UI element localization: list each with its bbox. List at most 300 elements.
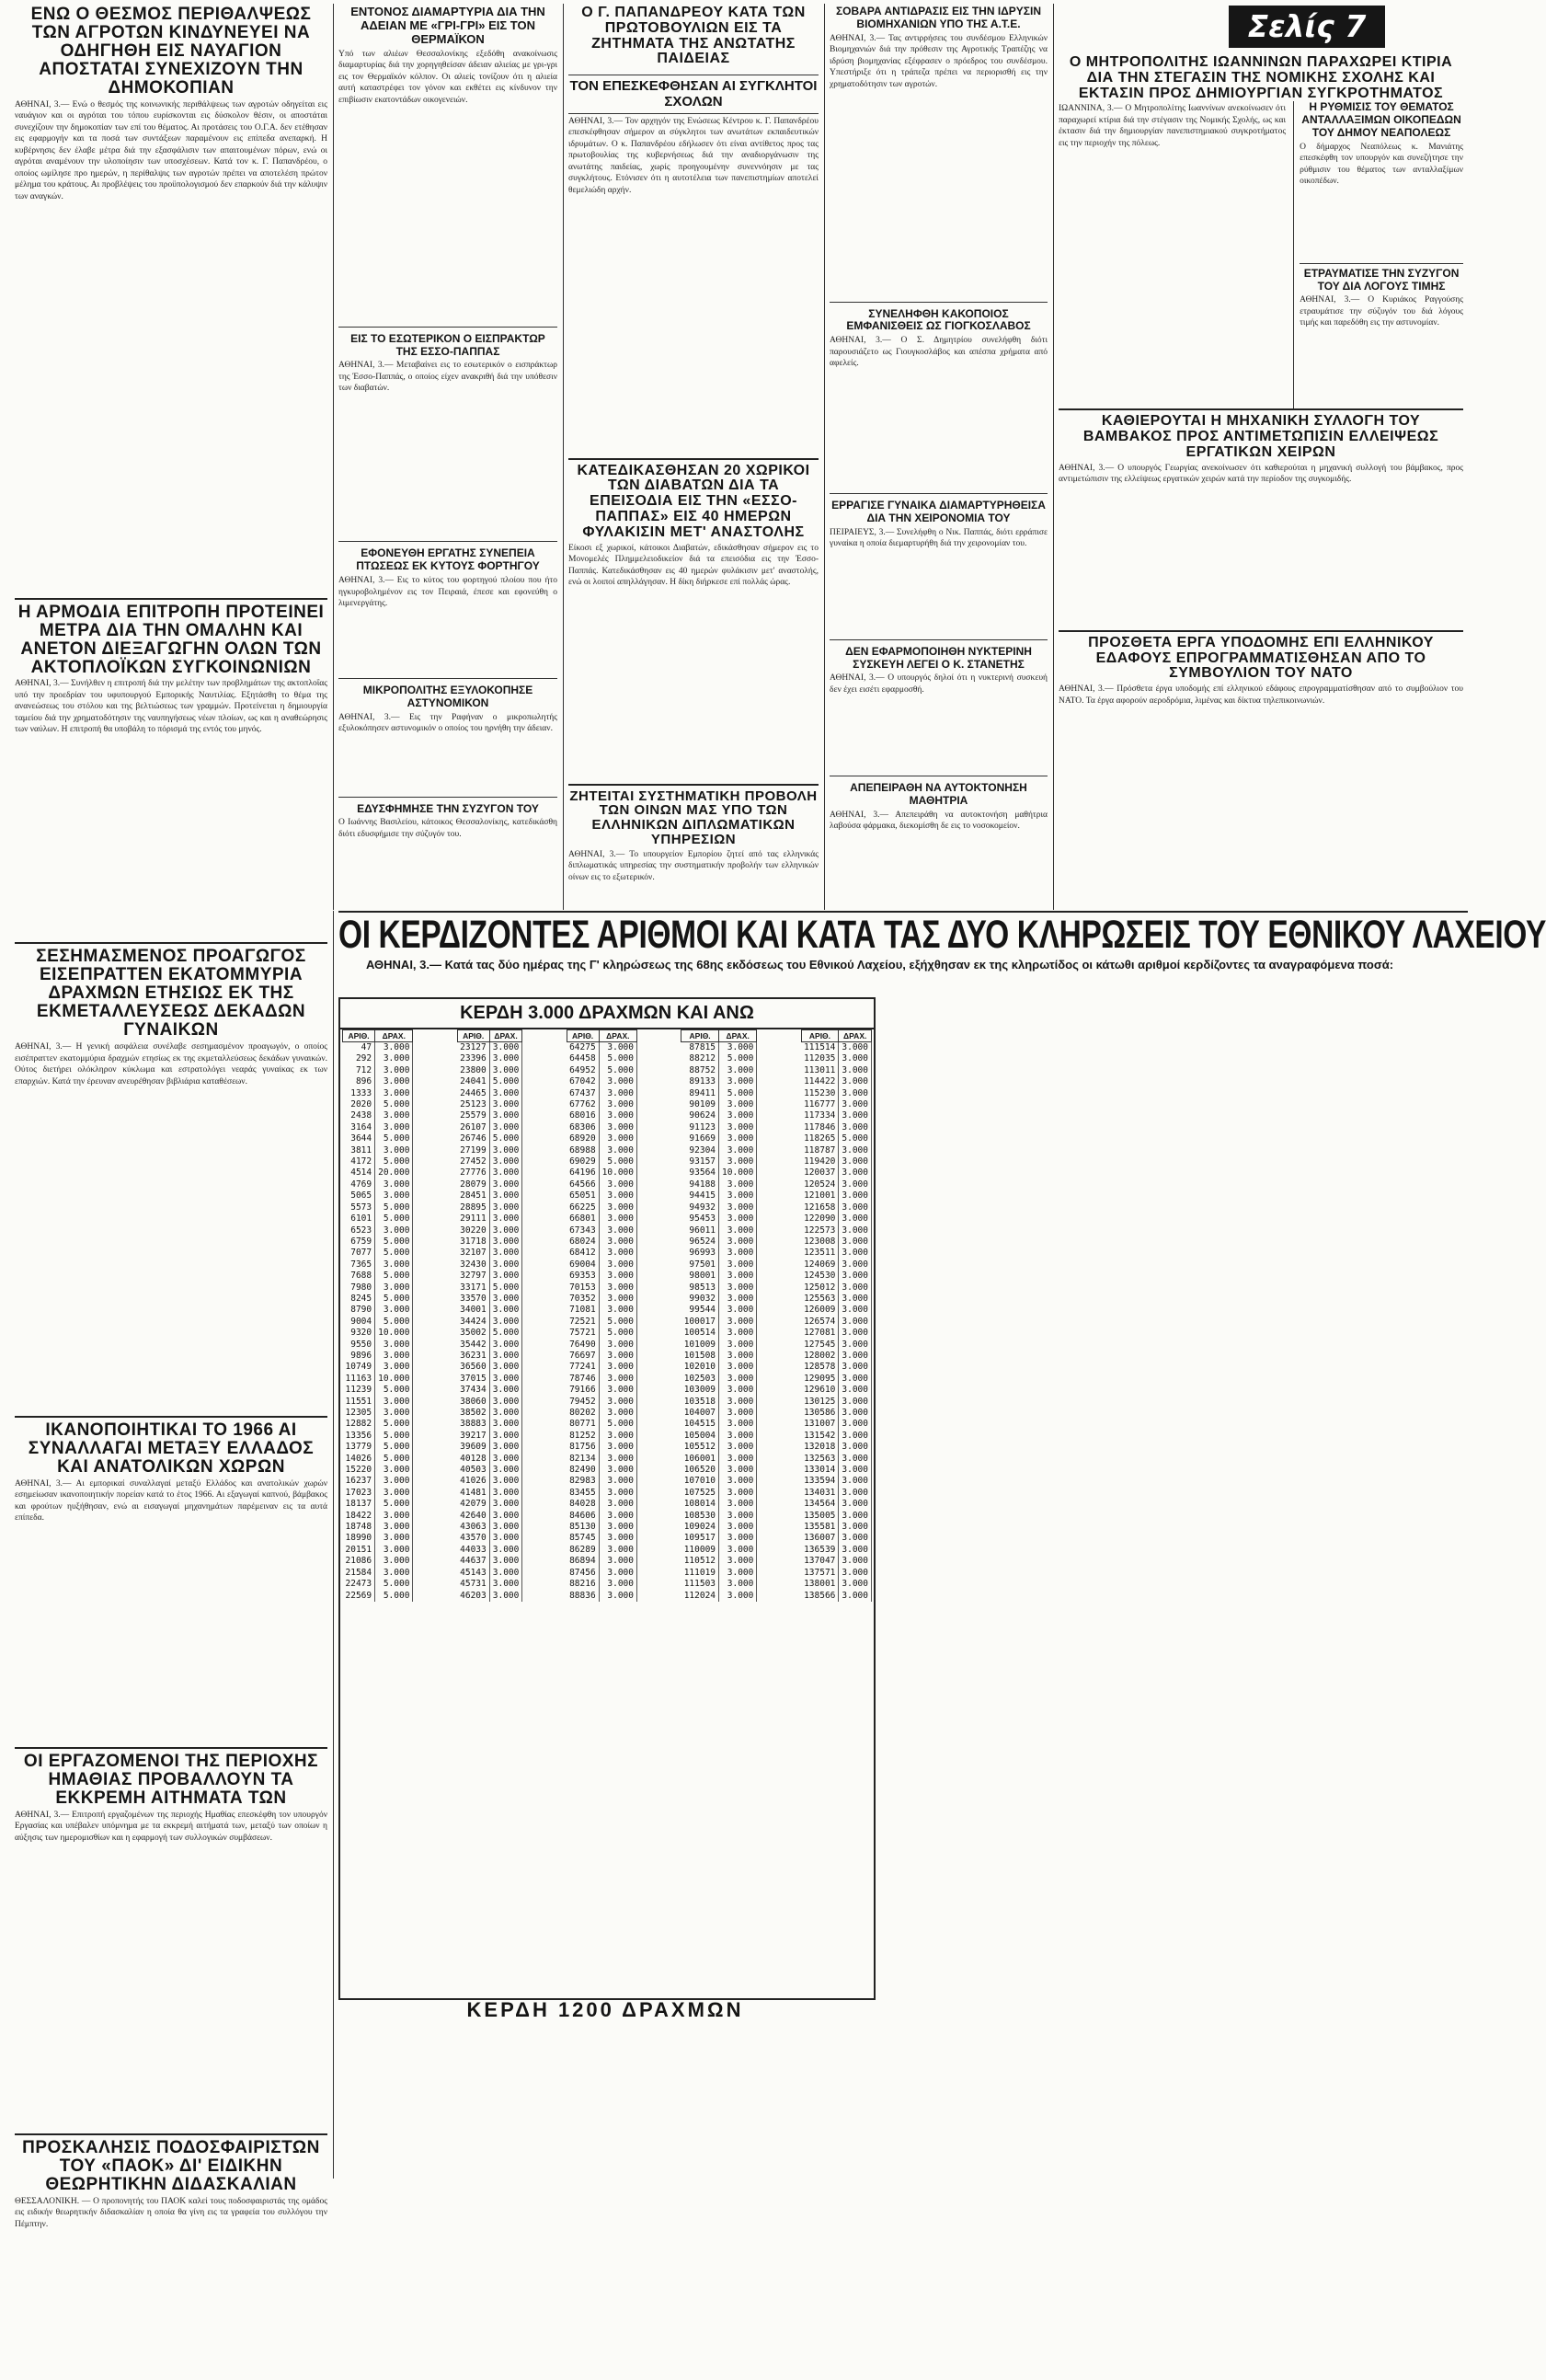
table-cell: 3.000 [489,1156,522,1167]
table-cell: 3.000 [489,1545,522,1556]
table-cell: 12882 [343,1419,375,1430]
table-cell: 103009 [681,1385,719,1396]
table-cell: 3.000 [719,1110,757,1121]
table-cell: 30220 [457,1225,489,1236]
article-body: Ο δήμαρχος Νεαπόλεως κ. Μανιάτης επεσκέφθη τον υπουργόν και συνεζήτησε την ρύθμισιν του θέματος των ανταλλαξίμων οικοπέδων. [1300,142,1463,187]
table-cell: 109024 [681,1522,719,1533]
column-rule [563,4,564,910]
table-cell: 3.000 [375,1145,413,1156]
table-cell: 5.000 [839,1133,872,1144]
article-body: ΠΕΙΡΑΙΕΥΣ, 3.— Συνελήφθη ο Νικ. Παππάς, διότι ερράπισε γυναίκα η οποία διεμαρτυρήθη διά την χειρονομίαν του. [830,527,1048,549]
table-cell: 7365 [343,1259,375,1270]
table-row [567,1145,636,1156]
table-row [681,1511,757,1522]
table-row [681,1533,757,1544]
table-row [457,1556,522,1567]
table-cell: 89411 [681,1088,719,1099]
table-cell: 3.000 [375,1465,413,1476]
table-row [681,1053,757,1064]
table-cell: 94932 [681,1202,719,1213]
table-row [343,1293,413,1305]
table-cell: 3.000 [489,1259,522,1270]
table-cell: 88212 [681,1053,719,1064]
table-cell: 85745 [567,1533,599,1544]
table-cell: 3811 [343,1145,375,1156]
table-cell: 11551 [343,1397,375,1408]
table-cell: 3.000 [839,1374,872,1385]
table-cell: 3.000 [839,1145,872,1156]
table-cell: 2438 [343,1110,375,1121]
table-cell: 3.000 [489,1339,522,1351]
table-cell: 106520 [681,1465,719,1476]
table-cell: 11163 [343,1374,375,1385]
table-cell: 5.000 [375,1247,413,1259]
table-cell: 3.000 [489,1533,522,1544]
table-row [567,1488,636,1499]
table-cell: 5.000 [489,1282,522,1293]
table-cell: 130586 [801,1408,839,1419]
table-cell: 14026 [343,1454,375,1465]
table-cell: 5.000 [375,1499,413,1510]
table-row [567,1591,636,1602]
table-cell: 69353 [567,1270,599,1282]
headline: ΕΝΤΟΝΟΣ ΔΙΑΜΑΡΤΥΡΙΑ ΔΙΑ ΤΗΝ ΑΔΕΙΑΝ ΜΕ «ΓΡΙ-ΓΡΙ» ΕΙΣ ΤΟΝ ΘΕΡΜΑΪΚΟΝ [350,5,545,46]
table-cell: 5.000 [599,1316,636,1328]
table-cell: 3.000 [839,1499,872,1510]
table-row [681,1454,757,1465]
table-cell: 3.000 [719,1351,757,1362]
table-row [457,1499,522,1510]
table-cell: 78746 [567,1374,599,1385]
table-row [801,1099,871,1110]
table-cell: 3.000 [599,1431,636,1442]
table-cell: 100514 [681,1328,719,1339]
table-cell: 3.000 [839,1305,872,1316]
table-cell: 124530 [801,1270,839,1282]
table-cell: 130125 [801,1397,839,1408]
table-cell: 122573 [801,1225,839,1236]
subheadline: ΤΟΝ ΕΠΕΣΚΕΦΘΗΣΑΝ ΑΙ ΣΥΓΚΛΗΤΟΙ ΣΧΟΛΩΝ [568,75,819,114]
table-cell: 103518 [681,1397,719,1408]
table-cell: 18137 [343,1499,375,1510]
table-cell: 3.000 [375,1259,413,1270]
table-cell: 132563 [801,1454,839,1465]
table-cell: 26746 [457,1133,489,1144]
table-cell: 3.000 [839,1213,872,1224]
table-row [343,1419,413,1430]
table-row [801,1545,871,1556]
table-cell: 3.000 [375,1351,413,1362]
table-row [457,1385,522,1396]
table-cell: 3.000 [719,1488,757,1499]
number-list-3 [338,2026,872,2173]
column-5 [1059,6,1463,907]
table-cell: 128578 [801,1362,839,1373]
table-row [681,1167,757,1179]
table-cell: 32797 [457,1270,489,1282]
table-row [681,1042,757,1054]
table-cell: 68920 [567,1133,599,1144]
table-header: ΑΡΙΘ. [457,1030,489,1042]
table-row [567,1156,636,1167]
table-cell: 3.000 [489,1442,522,1453]
table-cell: 25123 [457,1099,489,1110]
article-body: Ο Ιωάννης Βασιλείου, κάτοικος Θεσσαλονίκης, κατεδικάσθη διότι εδυσφήμισε την σύζυγόν του. [338,818,557,839]
table-row [681,1213,757,1224]
table-cell: 34001 [457,1305,489,1316]
table-cell: 3.000 [599,1213,636,1224]
table-cell: 99544 [681,1305,719,1316]
table-row [457,1065,522,1076]
table-cell: 5.000 [599,1065,636,1076]
table-cell: 5.000 [375,1431,413,1442]
table-row [343,1533,413,1544]
table-row [567,1099,636,1110]
table-row [801,1579,871,1590]
table-cell: 3.000 [375,1110,413,1121]
table-cell: 3.000 [839,1339,872,1351]
table-row [681,1374,757,1385]
table-row [567,1362,636,1373]
table-row [681,1442,757,1453]
prize-table [567,1029,637,1602]
lottery-section [338,913,1546,2177]
table-cell: 22473 [343,1579,375,1590]
table-row [457,1259,522,1270]
table-row [343,1568,413,1579]
table-cell: 64275 [567,1042,599,1054]
table-cell: 120524 [801,1179,839,1190]
lottery-headline: ΟΙ ΚΕΡΔΙΖΟΝΤΕΣ ΑΡΙΘΜΟΙ ΚΑΙ ΚΑΤΑ ΤΑΣ ΔΥΟ ΚΛΗΡΩΣΕΙΣ ΤΟΥ ΕΘΝΙΚΟΥ ΛΑΧΕΙΟΥ [338,913,1546,957]
number-list-2 [1162,997,1466,2175]
table-cell: 3.000 [375,1488,413,1499]
table-cell: 87815 [681,1042,719,1054]
column-rule [1053,4,1054,910]
table-cell: 26107 [457,1122,489,1133]
article-body: ΑΘΗΝΑΙ, 3.— Ο υπουργός δηλοί ότι η νυκτερινή συσκευή δεν έχει εισέτι εφαρμοσθή. [830,673,1048,695]
headline: ΣΕΣΗΜΑΣΜΕΝΟΣ ΠΡΟΑΓΩΓΟΣ ΕΙΣΕΠΡΑΤΤΕΝ ΕΚΑΤΟΜΜΥΡΙΑ ΔΡΑΧΜΩΝ ΕΤΗΣΙΩΣ ΕΚ ΤΗΣ ΕΚΜΕΤΑΛΛΕΥΣΕΩΣ ΔΕΚΑΔΩΝ ΓΥΝΑΙΚΩΝ [15,942,327,1040]
table-cell: 135005 [801,1511,839,1522]
table-row [343,1454,413,1465]
table-cell: 102010 [681,1362,719,1373]
table-row [801,1397,871,1408]
table-row [457,1270,522,1282]
table-row [567,1454,636,1465]
table-row [801,1476,871,1487]
table-row [681,1465,757,1476]
table-cell: 44033 [457,1545,489,1556]
table-row [457,1088,522,1099]
table-row [457,1133,522,1144]
table-cell: 18422 [343,1511,375,1522]
table-row [801,1465,871,1476]
table-cell: 3.000 [719,1419,757,1430]
table-cell: 5.000 [375,1419,413,1430]
page-logo [1229,6,1385,48]
table-cell: 90109 [681,1099,719,1110]
table-cell: 3.000 [719,1568,757,1579]
table-row [343,1385,413,1396]
table-row [457,1476,522,1487]
table-row [801,1247,871,1259]
table-row [457,1167,522,1179]
article-body: ΑΘΗΝΑΙ, 3.— Τας αντιρρήσεις του συνδέσμου Ελληνικών Βιομηχανιών διά την πρόθεσιν της Αγροτικής Τραπέζης να ιδρύση βιομηχανίας εξέφρασεν ο πρόεδρος του συνδέσμου. Υπεστήριξε ότι η τράπεζα πρέπει να περιορισθή εις την χρηματοδότησιν των αγροτών. [830,33,1048,89]
table-cell: 3.000 [839,1465,872,1476]
table-cell: 128002 [801,1351,839,1362]
table-cell: 5.000 [375,1236,413,1247]
table-cell: 79452 [567,1397,599,1408]
table-row [567,1476,636,1487]
article-body: ΑΘΗΝΑΙ, 3.— Αι εμπορικαί συναλλαγαί μεταξύ Ελλάδος και ανατολικών χωρών εσημείωσαν ικανοποιητικήν πορείαν κατά το έτος 1966. Αι εξαγωγαί καπνού, βάμβακος και φρούτων ηυξήθησαν, ενώ αι εισαγωγαί μηχανημάτων παρέμειναν εις τα αυτά επίπεδα. [15,1478,327,1523]
table-cell: 3.000 [839,1488,872,1499]
table-cell: 3.000 [719,1522,757,1533]
table-cell: 3.000 [489,1065,522,1076]
table-cell: 3.000 [719,1293,757,1305]
table-row [343,1122,413,1133]
table-row [343,1110,413,1121]
table-row [457,1522,522,1533]
table-cell: 77241 [567,1362,599,1373]
table-cell: 108014 [681,1499,719,1510]
table-cell: 3.000 [599,1556,636,1567]
table-cell: 3.000 [599,1190,636,1201]
table-cell: 108530 [681,1511,719,1522]
table-cell: 3.000 [489,1374,522,1385]
table-row [681,1202,757,1213]
table-cell: 5.000 [375,1442,413,1453]
table-cell: 5.000 [375,1293,413,1305]
table-row [343,1591,413,1602]
table-cell: 292 [343,1053,375,1064]
table-cell: 3.000 [489,1499,522,1510]
table-cell: 105004 [681,1431,719,1442]
table-row [567,1465,636,1476]
table-cell: 64458 [567,1053,599,1064]
table-cell: 3.000 [839,1065,872,1076]
table-cell: 3.000 [719,1362,757,1373]
table-row [681,1076,757,1087]
table-cell: 3.000 [719,1259,757,1270]
table-row [681,1568,757,1579]
table-cell: 3.000 [839,1099,872,1110]
table-cell: 3.000 [839,1236,872,1247]
table-cell: 123008 [801,1236,839,1247]
table-cell: 3.000 [489,1213,522,1224]
table-cell: 24041 [457,1076,489,1087]
table-row [681,1419,757,1430]
table-cell: 3.000 [489,1385,522,1396]
article-body: ΑΘΗΝΑΙ, 3.— Ο Σ. Δημητρίου συνελήφθη διότι παρουσιάζετο ως Γιουγκοσλάβος και απέσπα χρήματα από αφελείς. [830,336,1048,369]
table-cell: 81252 [567,1431,599,1442]
table-cell: 113011 [801,1065,839,1076]
headline: ΕΝΩ Ο ΘΕΣΜΟΣ ΠΕΡΙΘΑΛΨΕΩΣ ΤΩΝ ΑΓΡΟΤΩΝ ΚΙΝΔΥΝΕΥΕΙ ΝΑ ΟΔΗΓΗΘΗ ΕΙΣ ΝΑΥΑΓΙΟΝ ΑΠΟΣΤΑΤΑΙ ΣΥΝΕΧΙΖΟΥΝ ΤΗΝ ΔΗΜΟΚΟΠΙΑΝ [30,5,312,98]
table-cell: 3.000 [719,1408,757,1419]
table-cell: 3.000 [489,1042,522,1054]
table-cell: 38502 [457,1408,489,1419]
table-row [801,1213,871,1224]
table-cell: 3644 [343,1133,375,1144]
table-row [681,1339,757,1351]
table-cell: 5.000 [375,1316,413,1328]
table-row [801,1088,871,1099]
table-row [457,1442,522,1453]
table-cell: 3.000 [489,1362,522,1373]
table-cell: 5.000 [599,1328,636,1339]
table-row [567,1122,636,1133]
table-cell: 3.000 [719,1282,757,1293]
table-cell: 3.000 [839,1167,872,1179]
table-row [457,1122,522,1133]
table-cell: 3.000 [839,1476,872,1487]
table-cell: 27776 [457,1167,489,1179]
table-row [343,1465,413,1476]
table-cell: 31718 [457,1236,489,1247]
table-cell: 41026 [457,1476,489,1487]
table-cell: 96011 [681,1225,719,1236]
table-row [681,1133,757,1144]
table-row [457,1339,522,1351]
table-row [681,1122,757,1133]
table-cell: 3.000 [839,1328,872,1339]
table-cell: 3.000 [839,1522,872,1533]
table-cell: 64196 [567,1167,599,1179]
table-cell: 3.000 [375,1179,413,1190]
table-row [457,1110,522,1121]
table-cell: 29111 [457,1213,489,1224]
table-cell: 133014 [801,1465,839,1476]
table-row [457,1099,522,1110]
table-row [681,1408,757,1419]
table-cell: 3.000 [719,1465,757,1476]
table-cell: 70352 [567,1293,599,1305]
table-cell: 3.000 [719,1202,757,1213]
table-cell: 86894 [567,1556,599,1567]
table-cell: 3.000 [599,1088,636,1099]
table-cell: 120037 [801,1167,839,1179]
headline: ΕΡΡΑΓΙΣΕ ΓΥΝΑΙΚΑ ΔΙΑΜΑΡΤΥΡΗΘΕΙΣΑ ΔΙΑ ΤΗΝ ΧΕΙΡΟΝΟΜΙΑ ΤΟΥ [830,493,1048,525]
table-cell: 69029 [567,1156,599,1167]
table-cell: 16237 [343,1476,375,1487]
table-cell: 72521 [567,1316,599,1328]
table-cell: 110512 [681,1556,719,1567]
table-cell: 104515 [681,1419,719,1430]
table-row [457,1408,522,1419]
column-3 [568,6,819,907]
table-cell: 3.000 [489,1431,522,1442]
table-cell: 3.000 [839,1511,872,1522]
column-2 [338,6,557,907]
table-row [343,1442,413,1453]
table-cell: 40503 [457,1465,489,1476]
table-row [567,1556,636,1567]
table-cell: 3.000 [719,1556,757,1567]
table-cell: 6759 [343,1236,375,1247]
table-cell: 5.000 [599,1419,636,1430]
table-row [801,1339,871,1351]
table-row [343,1431,413,1442]
table-header: ΑΡΙΘ. [801,1030,839,1042]
article-body: ΑΘΗΝΑΙ, 3.— Επιτροπή εργαζομένων της περιοχής Ημαθίας επεσκέφθη τον υπουργόν Εργασίας και υπέβαλεν υπόμνημα με τα εκκρεμή αιτήματά των, μεταξύ των οποίων η αύξησις των ημερομισθίων και η εφαρμογή των συλλογικών συμβάσεων. [15,1810,327,1843]
table-row [801,1591,871,1602]
table-cell: 3.000 [489,1305,522,1316]
table-cell: 3.000 [839,1247,872,1259]
table-row [681,1259,757,1270]
table-row [457,1545,522,1556]
table-cell: 127081 [801,1328,839,1339]
table-cell: 68306 [567,1122,599,1133]
table-row [801,1293,871,1305]
table-row [457,1156,522,1167]
table-cell: 3.000 [599,1397,636,1408]
table-cell: 3.000 [375,1225,413,1236]
table-cell: 70153 [567,1282,599,1293]
table-cell: 13356 [343,1431,375,1442]
table-cell: 117846 [801,1122,839,1133]
table-cell: 3.000 [719,1442,757,1453]
table-cell: 3.000 [719,1042,757,1054]
table-cell: 86289 [567,1545,599,1556]
table-cell: 3.000 [839,1053,872,1064]
table-cell: 3.000 [375,1545,413,1556]
table-cell: 119420 [801,1156,839,1167]
table-row [567,1385,636,1396]
table-row [801,1133,871,1144]
table-cell: 46203 [457,1591,489,1602]
headline: ΜΙΚΡΟΠΟΛΙΤΗΣ ΕΞΥΛΟΚΟΠΗΣΕ ΑΣΤΥΝΟΜΙΚΟΝ [338,678,557,710]
table-cell: 98001 [681,1270,719,1282]
table-row [567,1042,636,1054]
table-cell: 3.000 [375,1122,413,1133]
table-cell: 3.000 [489,1591,522,1602]
table-row [343,1270,413,1282]
table-cell: 3.000 [489,1579,522,1590]
table-cell: 42079 [457,1499,489,1510]
table-row [343,1476,413,1487]
table-row [457,1213,522,1224]
table-cell: 3.000 [599,1282,636,1293]
table-row [457,1053,522,1064]
table-row [681,1328,757,1339]
table-row [343,1374,413,1385]
table-cell: 3.000 [839,1454,872,1465]
table-cell: 3.000 [839,1362,872,1373]
table-cell: 5.000 [375,1591,413,1602]
table-row [457,1397,522,1408]
table-row [567,1247,636,1259]
table-cell: 3.000 [489,1179,522,1190]
table-cell: 3.000 [375,1076,413,1087]
table-cell: 117334 [801,1110,839,1121]
table-row [801,1374,871,1385]
article-body: ΑΘΗΝΑΙ, 3.— Απεπειράθη να αυτοκτονήση μαθήτρια λαβούσα φάρμακα, διεκομίσθη δε εις το νοσοκομείον. [830,810,1048,832]
page-number-logo: Σελίς 7 [1247,8,1367,44]
table-cell: 3.000 [375,1397,413,1408]
table-row [343,1133,413,1144]
table-cell: 88752 [681,1065,719,1076]
table-cell: 75721 [567,1328,599,1339]
table-row [343,1305,413,1316]
table-row [681,1282,757,1293]
table-cell: 3.000 [489,1454,522,1465]
table-cell: 35442 [457,1339,489,1351]
article-body: Υπό των αλιέων Θεσσαλονίκης εξεδόθη ανακοίνωσις διαμαρτυρίας διά την χορηγηθείσαν άδειαν αλιείας με γρι-γρι εις τον Θερμαϊκόν κόλπον. Οι αλιείς τονίζουν ότι η αλιεία αυτή καταστρέφει τον γόνον και εκθέτει εις κίνδυνον την επιβίωσιν εκατοντάδων οικογενειών. [338,49,557,105]
table-row [343,1190,413,1201]
table-cell: 3.000 [839,1579,872,1590]
table-row [343,1351,413,1362]
table-row [343,1156,413,1167]
headline: ΠΡΟΣΘΕΤΑ ΕΡΓΑ ΥΠΟΔΟΜΗΣ ΕΠΙ ΕΛΛΗΝΙΚΟΥ ΕΔΑΦΟΥΣ ΕΠΡΟΓΡΑΜΜΑΤΙΣΘΗΣΑΝ ΑΠΟ ΤΟ ΣΥΜΒΟΥΛΙΟΝ ΤΟΥ ΝΑΤΟ [1059,630,1463,682]
table-cell: 10.000 [719,1167,757,1179]
